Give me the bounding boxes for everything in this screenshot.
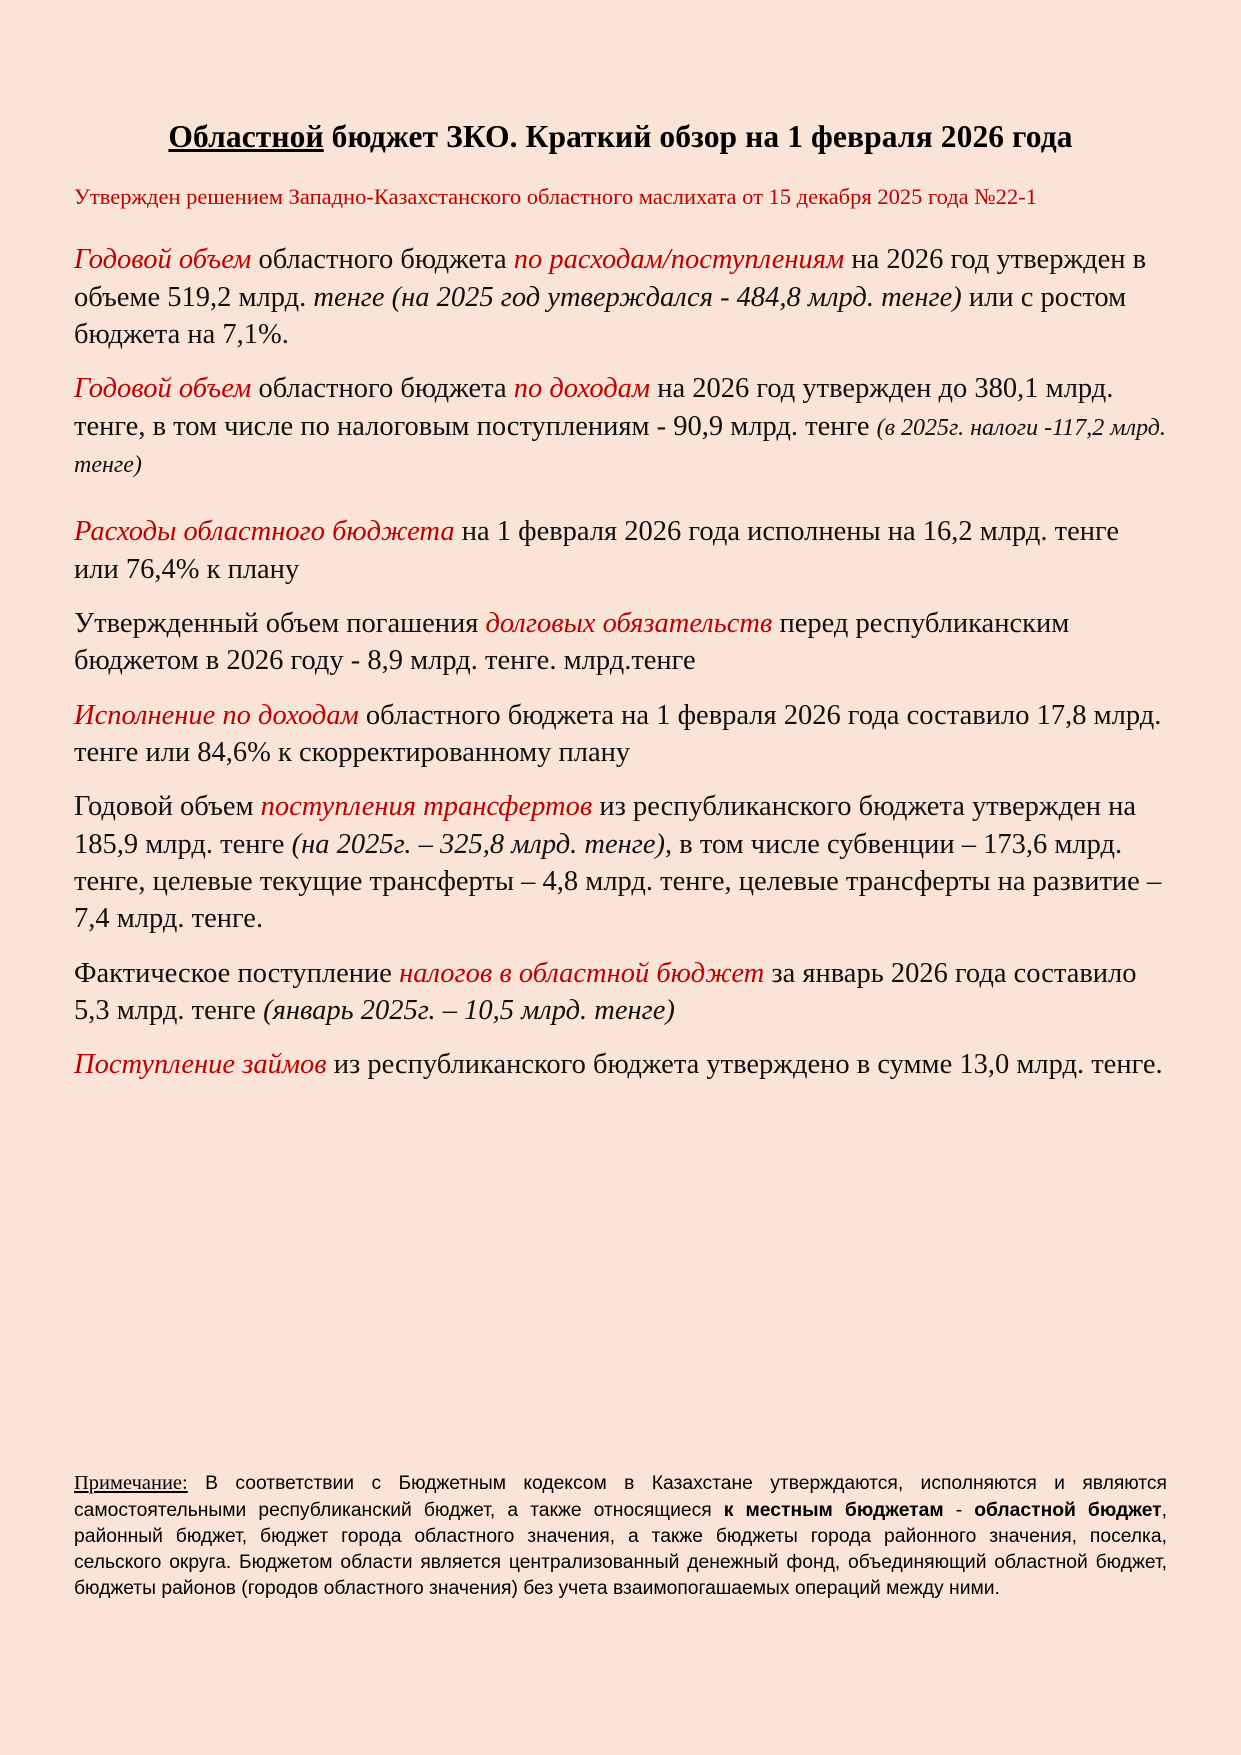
text-run-4: , районный бюджет, бюджет города областного значения, а также бюджеты города районного значения, поселка, сельского округа. Бюджетом области является централизованный денежный фонд, объединяющий областной бюджет, бюджеты районов (городов областного значения) без учета взаимопогашаемых операций между ними.: [74, 1499, 1167, 1599]
text-run-0: Поступление займов: [74, 1049, 327, 1081]
text-run-3: областной бюджет: [974, 1499, 1162, 1521]
text-run-2: из республиканского бюджета утвержден на 185,9 млрд. тенге: [74, 791, 1137, 860]
text-run-3: (январь 2025г. – 10,5 млрд. тенге): [263, 995, 675, 1027]
text-run-4: , в том числе субвенции – 173,6 млрд. тенге, целевые текущие трансферты – 4,8 млрд. тенге, целевые трансферты на развитие – 7,4 млрд. тенге.: [74, 828, 1162, 935]
paragraph-loans: [74, 1046, 1167, 1083]
text-run-1: областного бюджета: [251, 373, 514, 405]
text-run-2: по доходам: [513, 373, 651, 405]
page-title-underlined-word: Областной: [168, 119, 324, 154]
text-run-0: Годовой объем: [74, 791, 261, 823]
text-run-0: Исполнение по доходам: [74, 699, 359, 731]
text-run-3: на 2026 год утвержден в объеме 519,2 млрд.: [74, 244, 1147, 313]
text-run-2: перед республиканским бюджетом в 2026 году - 8,9 млрд. тенге. млрд.тенге: [74, 608, 1070, 677]
text-run-4: тенге (на 2025 год утверждался - 484,8 млрд. тенге): [313, 281, 962, 313]
paragraph-debt-obligations: [74, 605, 1167, 680]
footnote-label: Примечание:: [74, 1472, 188, 1494]
text-run-4: (в 2025г. налоги -117,2 млрд. тенге): [74, 414, 1166, 479]
text-run-1: на 1 февраля 2026 года исполнены на 16,2 млрд. тенге или 76,4% к плану: [74, 516, 1119, 585]
text-run-0: Расходы областного бюджета: [74, 516, 455, 548]
body-paragraphs: [74, 241, 1167, 1083]
paragraph-annual-volume-income: [74, 370, 1167, 482]
text-run-1: к местным бюджетам: [723, 1499, 944, 1521]
footnote-block: [74, 1470, 1167, 1602]
text-run-2: по расходам/поступлениям: [513, 244, 845, 276]
page-title: [74, 118, 1167, 156]
text-run-2: за январь 2026 года составило 5,3 млрд. тенге: [74, 957, 1137, 1027]
text-run-5: или с ростом бюджета на 7,1%.: [74, 281, 1127, 351]
approval-subtitle: Утвержден решением Западно-Казахстанского областного маслихата от 15 декабря 2025 года №22-1: [74, 184, 1037, 210]
text-run-0: Утвержденный объем погашения: [74, 608, 486, 640]
text-run-0: Годовой объем: [74, 244, 252, 276]
paragraph-transfers: [74, 788, 1167, 937]
text-run-3: на 2026 год утвержден до 380,1 млрд. тенге, в том числе по налоговым поступлениям - 90,9 млрд. тенге: [74, 373, 1114, 442]
paragraph-income-execution: [74, 697, 1167, 772]
paragraph-actual-taxes: [74, 955, 1167, 1030]
text-run-1: поступления трансфертов: [260, 791, 593, 823]
page-title-rest: бюджет ЗКО. Краткий обзор на 1 февраля 2026 года: [323, 119, 1073, 154]
paragraph-expenses-execution: [74, 513, 1167, 588]
text-run-1: налогов в областной бюджет: [399, 957, 765, 989]
text-run-0: В соответствии с Бюджетным кодексом в Казахстане утверждаются, исполняются и являются самостоятельными республиканский бюджет, а также относящиеся: [74, 1473, 1167, 1521]
paragraph-annual-volume-expenses: [74, 241, 1167, 353]
text-run-0: Фактическое поступление: [74, 957, 400, 989]
text-run-0: Годовой объем: [74, 373, 252, 405]
text-run-2: -: [943, 1499, 975, 1521]
text-run-3: (на 2025г. – 325,8 млрд. тенге): [291, 828, 665, 860]
footnote-text: [74, 1473, 1167, 1599]
text-run-1: долговых обязательств: [485, 608, 773, 640]
text-run-1: областного бюджета на 1 февраля 2026 года составило 17,8 млрд. тенге или 84,6% к скорректированному плану: [74, 699, 1162, 769]
text-run-1: областного бюджета: [251, 244, 514, 276]
text-run-1: из республиканского бюджета утверждено в сумме 13,0 млрд. тенге.: [326, 1049, 1163, 1081]
